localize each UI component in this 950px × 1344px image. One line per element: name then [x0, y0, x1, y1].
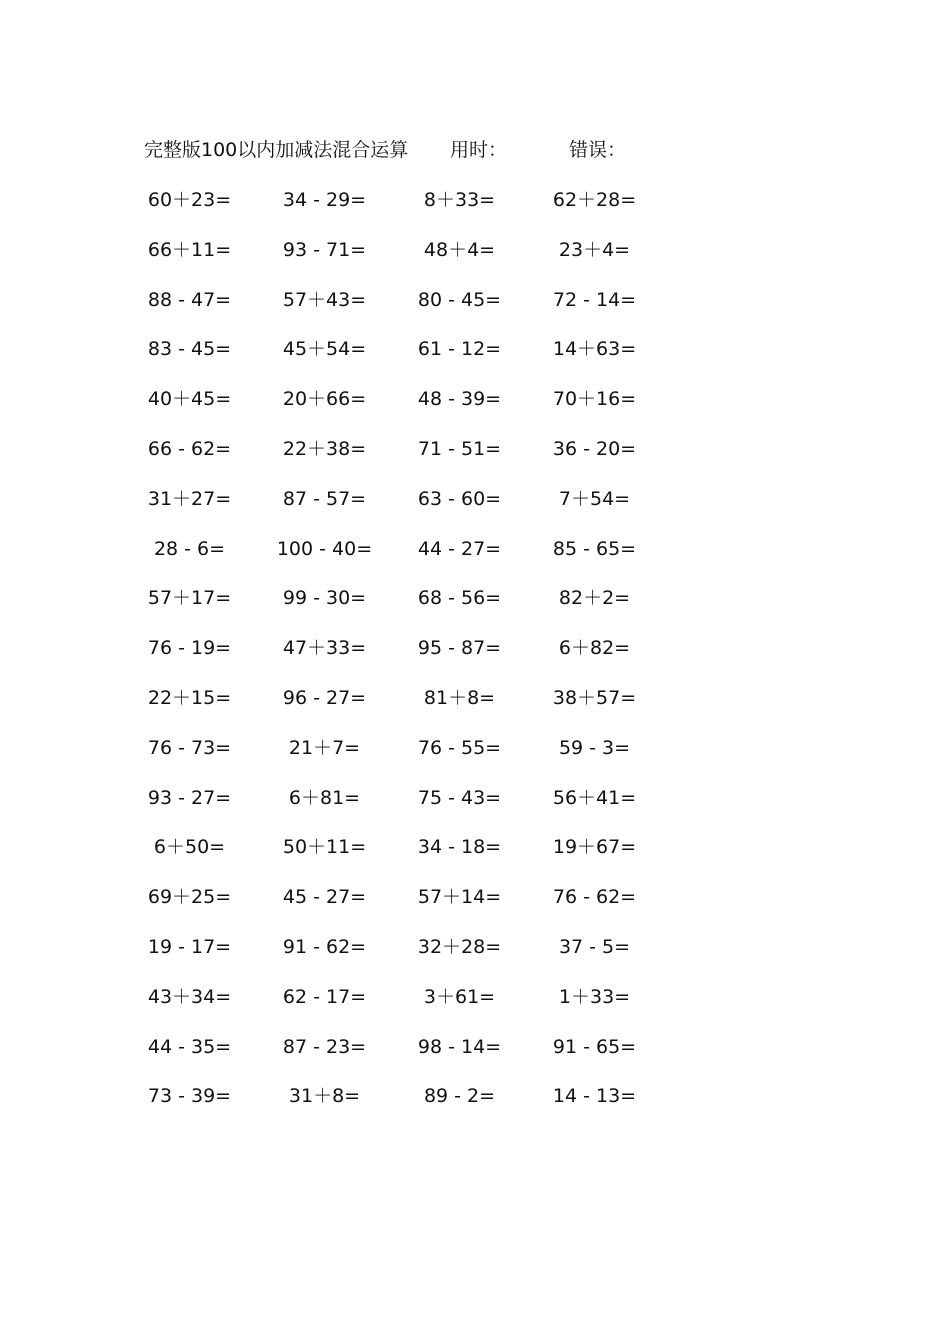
problem-row [122, 833, 662, 883]
math-problem: 98 - 14= [417, 1035, 502, 1058]
math-problem: 31＋27= [147, 487, 232, 510]
math-problem: 62 - 17= [282, 985, 367, 1008]
math-problem: 50＋11= [282, 836, 367, 859]
problem-row [122, 734, 662, 784]
math-problem: 82＋2= [558, 587, 631, 610]
problem-row [122, 1033, 662, 1083]
math-problem: 31＋8= [288, 1085, 361, 1108]
math-problem: 57＋14= [417, 886, 502, 909]
math-problem: 48＋4= [423, 238, 496, 261]
math-problem: 76 - 62= [552, 886, 637, 909]
math-problem: 44 - 27= [417, 537, 502, 560]
math-problem: 85 - 65= [552, 537, 637, 560]
problem-row [122, 784, 662, 834]
math-problem: 100 - 40= [276, 537, 373, 560]
math-problem: 93 - 71= [282, 238, 367, 261]
problem-grid [122, 186, 662, 1132]
math-problem: 69＋25= [147, 886, 232, 909]
math-problem: 38＋57= [552, 686, 637, 709]
math-problem: 28 - 6= [153, 537, 226, 560]
problem-row [122, 634, 662, 684]
math-problem: 61 - 12= [417, 338, 502, 361]
math-problem: 43＋34= [147, 985, 232, 1008]
problem-row [122, 186, 662, 236]
problem-row [122, 335, 662, 385]
math-problem: 88 - 47= [147, 288, 232, 311]
math-problem: 36 - 20= [552, 437, 637, 460]
math-problem: 14＋63= [552, 338, 637, 361]
math-problem: 32＋28= [417, 935, 502, 958]
math-problem: 87 - 57= [282, 487, 367, 510]
math-problem: 40＋45= [147, 388, 232, 411]
math-problem: 80 - 45= [417, 288, 502, 311]
math-problem: 14 - 13= [552, 1085, 637, 1108]
math-problem: 3＋61= [423, 985, 496, 1008]
math-problem: 6＋50= [153, 836, 226, 859]
math-problem: 95 - 87= [417, 637, 502, 660]
math-problem: 45 - 27= [282, 886, 367, 909]
math-problem: 71 - 51= [417, 437, 502, 460]
problem-row [122, 684, 662, 734]
math-problem: 21＋7= [288, 736, 361, 759]
math-problem: 23＋4= [558, 238, 631, 261]
math-problem: 89 - 2= [423, 1085, 496, 1108]
math-problem: 83 - 45= [147, 338, 232, 361]
math-problem: 75 - 43= [417, 786, 502, 809]
math-problem: 66＋11= [147, 238, 232, 261]
problem-row [122, 286, 662, 336]
math-problem: 66 - 62= [147, 437, 232, 460]
math-problem: 20＋66= [282, 388, 367, 411]
math-problem: 47＋33= [282, 637, 367, 660]
math-problem: 6＋81= [288, 786, 361, 809]
problem-row [122, 385, 662, 435]
math-problem: 91 - 62= [282, 935, 367, 958]
math-problem: 87 - 23= [282, 1035, 367, 1058]
math-problem: 44 - 35= [147, 1035, 232, 1058]
math-problem: 1＋33= [558, 985, 631, 1008]
math-problem: 63 - 60= [417, 487, 502, 510]
math-problem: 22＋15= [147, 686, 232, 709]
math-problem: 6＋82= [558, 637, 631, 660]
problem-row [122, 983, 662, 1033]
problem-row [122, 236, 662, 286]
math-problem: 62＋28= [552, 189, 637, 211]
math-problem: 91 - 65= [552, 1035, 637, 1058]
worksheet-title: 完整版100以内加减法混合运算 [144, 139, 409, 161]
math-problem: 93 - 27= [147, 786, 232, 809]
math-problem: 72 - 14= [552, 288, 637, 311]
problem-row [122, 584, 662, 634]
math-problem: 57＋43= [282, 288, 367, 311]
math-problem: 22＋38= [282, 437, 367, 460]
math-problem: 57＋17= [147, 587, 232, 610]
math-problem: 45＋54= [282, 338, 367, 361]
math-problem: 76 - 19= [147, 637, 232, 660]
math-problem: 19＋67= [552, 836, 637, 859]
problem-row [122, 1082, 662, 1132]
problem-row [122, 933, 662, 983]
problem-row [122, 535, 662, 585]
problem-row [122, 435, 662, 485]
math-problem: 8＋33= [423, 189, 496, 211]
math-problem: 59 - 3= [558, 736, 631, 759]
math-problem: 37 - 5= [558, 935, 631, 958]
math-problem: 7＋54= [558, 487, 631, 510]
math-problem: 60＋23= [147, 189, 232, 211]
math-problem: 76 - 55= [417, 736, 502, 759]
math-problem: 81＋8= [423, 686, 496, 709]
math-problem: 68 - 56= [417, 587, 502, 610]
math-problem: 56＋41= [552, 786, 637, 809]
problem-row [122, 485, 662, 535]
math-problem: 99 - 30= [282, 587, 367, 610]
math-problem: 48 - 39= [417, 388, 502, 411]
math-problem: 19 - 17= [147, 935, 232, 958]
error-label: 错误： [569, 139, 627, 161]
math-problem: 34 - 18= [417, 836, 502, 859]
math-problem: 96 - 27= [282, 686, 367, 709]
time-label: 用时： [450, 139, 508, 161]
math-problem: 73 - 39= [147, 1085, 232, 1108]
math-problem: 76 - 73= [147, 736, 232, 759]
math-problem: 70＋16= [552, 388, 637, 411]
math-problem: 34 - 29= [282, 189, 367, 211]
problem-row [122, 883, 662, 933]
